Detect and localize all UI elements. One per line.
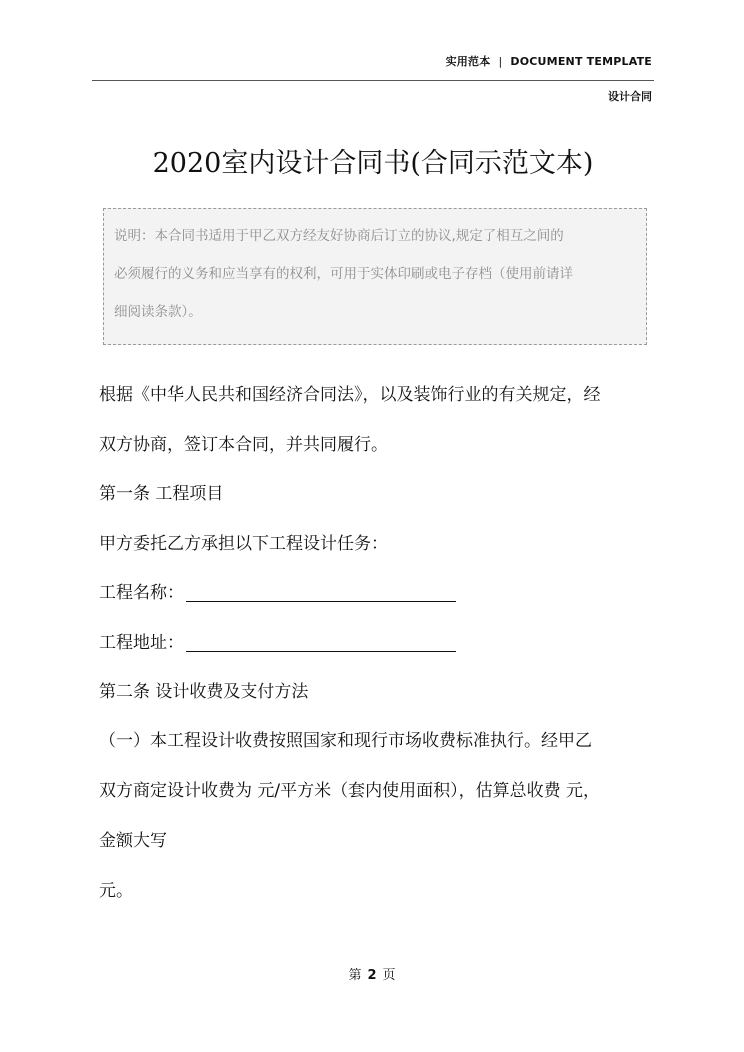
article2-line: 元。 <box>99 881 133 901</box>
project-address-label: 工程地址： <box>99 633 184 653</box>
page-footer <box>0 964 744 983</box>
article1-heading: 第一条 工程项目 <box>99 484 224 504</box>
document-title: 2020室内设计合同书(合同示范文本) <box>152 148 594 179</box>
intro-line: 根据《中华人民共和国经济合同法》，以及装饰行业的有关规定，经 <box>99 385 601 405</box>
page-suffix: 页 <box>382 968 396 983</box>
article2-heading: 第二条 设计收费及支付方法 <box>99 682 309 702</box>
project-address-row <box>99 618 659 668</box>
header-brand: 实用范本 <box>445 55 491 68</box>
header-brand-line <box>446 53 652 69</box>
project-address-blank[interactable] <box>186 633 456 652</box>
page-prefix: 第 <box>348 968 362 983</box>
note-line: 说明：本合同书适用于甲乙双方经友好协商后订立的协议,规定了相互之间的 <box>114 228 564 244</box>
note-line: 细阅读条款）。 <box>114 304 202 320</box>
intro-paragraph <box>99 370 659 470</box>
article2-line: 双方商定设计收费为 元/平方米（套内使用面积），估算总收费 元， <box>99 781 601 801</box>
article2-paragraph <box>99 716 659 916</box>
project-name-blank[interactable] <box>186 583 456 602</box>
intro-line: 双方协商，签订本合同，并共同履行。 <box>99 435 388 455</box>
article2-line: 金额大写 <box>99 831 167 851</box>
article1-text: 甲方委托乙方承担以下工程设计任务： <box>99 534 388 554</box>
article2-line: （一）本工程设计收费按照国家和现行市场收费标准执行。经甲乙 <box>99 731 592 751</box>
header-category: 设计合同 <box>608 90 652 103</box>
project-name-row <box>99 568 659 618</box>
header-divider <box>92 80 654 81</box>
page-number: 2 <box>367 968 377 983</box>
header-template-label: DOCUMENT TEMPLATE <box>510 55 652 68</box>
project-name-label: 工程名称： <box>99 583 184 603</box>
header-separator: | <box>498 55 503 68</box>
note-box <box>103 208 647 345</box>
note-line: 必须履行的义务和应当享有的权利，可用于实体印刷或电子存档（使用前请详 <box>114 266 573 282</box>
